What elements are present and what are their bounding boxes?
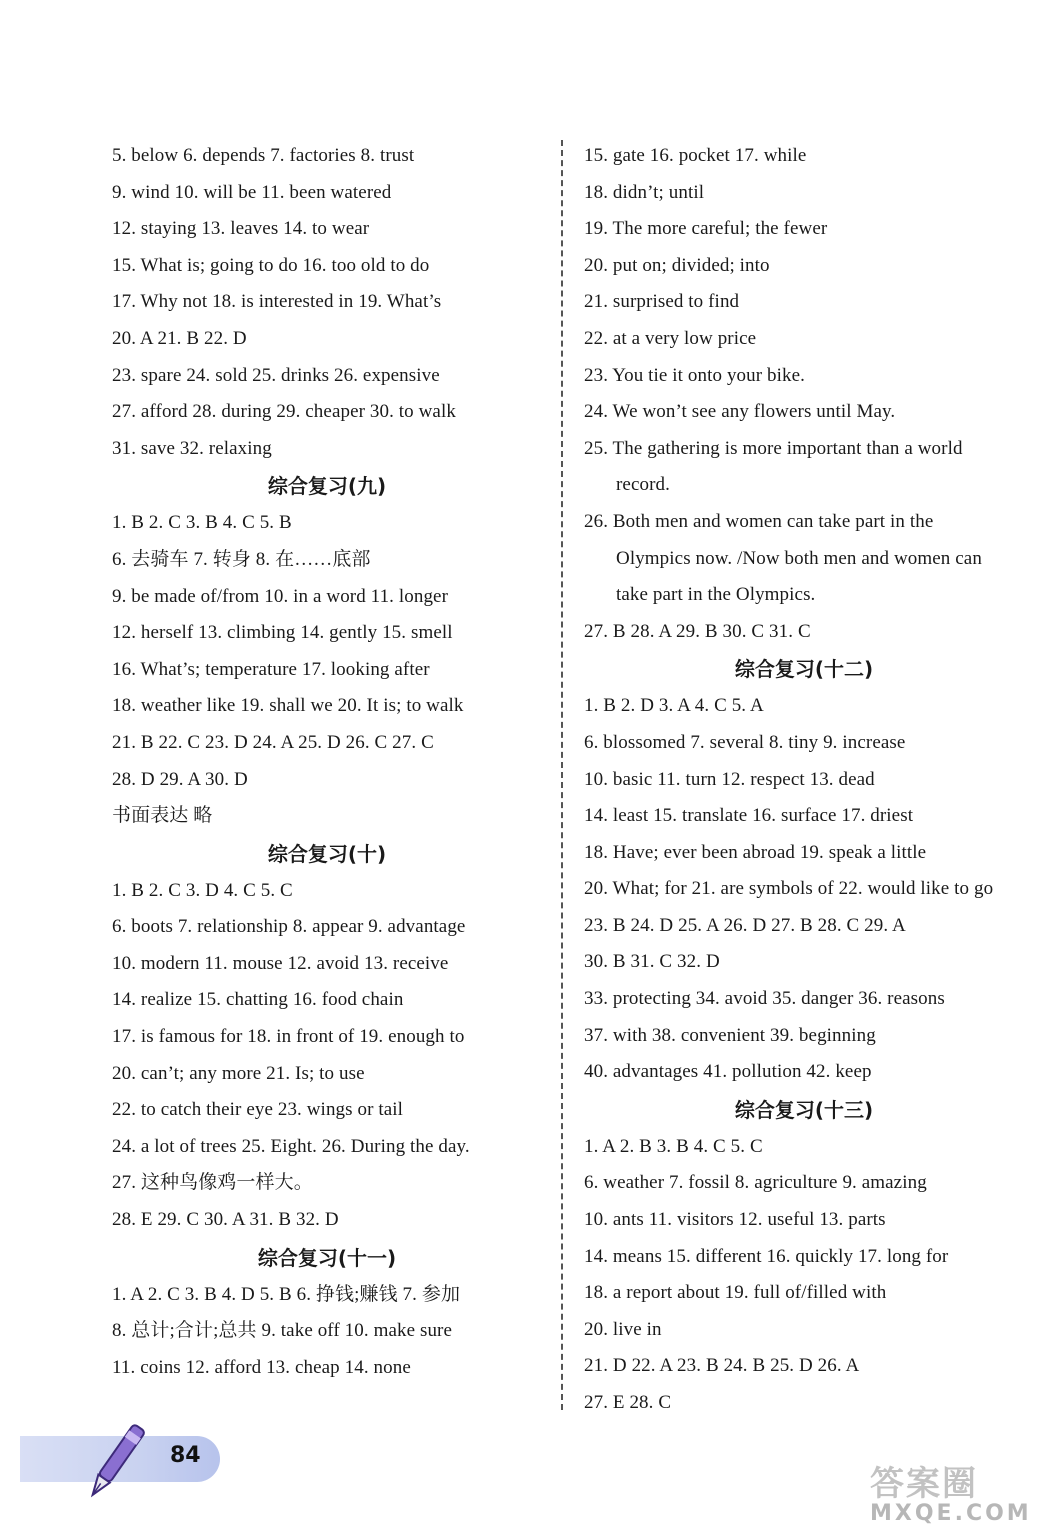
answer-line: 1. B 2. C 3. B 4. C 5. B <box>112 512 292 534</box>
answer-line: 18. a report about 19. full of/filled with <box>584 1282 887 1304</box>
answer-line: 24. We won’t see any flowers until May. <box>584 401 896 423</box>
answer-line: 24. a lot of trees 25. Eight. 26. During the day. <box>112 1135 470 1157</box>
answer-line: 21. B 22. C 23. D 24. A 25. D 26. C 27. C <box>112 731 434 753</box>
answer-line: 6. blossomed 7. several 8. tiny 9. increase <box>584 731 906 753</box>
column-divider <box>561 140 563 1410</box>
answer-line: 27. B 28. A 29. B 30. C 31. C <box>584 620 811 642</box>
answer-line: 15. What is; going to do 16. too old to do <box>112 254 430 276</box>
right-answer-column <box>584 138 1024 1422</box>
page-number: 84 <box>170 1443 201 1468</box>
answer-continuation: take part in the Olympics. <box>616 584 816 606</box>
answer-line: 20. live in <box>584 1318 662 1340</box>
answer-line: 21. D 22. A 23. B 24. B 25. D 26. A <box>584 1355 860 1377</box>
answer-line: 6. weather 7. fossil 8. agriculture 9. amazing <box>584 1172 927 1194</box>
watermark-logo <box>870 1456 1050 1531</box>
answer-line: 20. put on; divided; into <box>584 254 770 276</box>
answer-line: 22. at a very low price <box>584 327 757 349</box>
answer-line: 8. 总计;合计;总共 9. take off 10. make sure <box>112 1320 453 1342</box>
answer-line: 28. D 29. A 30. D <box>112 768 248 790</box>
answer-line: 5. below 6. depends 7. factories 8. trust <box>112 145 415 166</box>
answer-line: 12. herself 13. climbing 14. gently 15. smell <box>112 622 453 644</box>
section-heading: 综合复习(十) <box>267 841 387 866</box>
answer-line: 25. The gathering is more important than a world <box>584 437 963 459</box>
answer-line: 21. surprised to find <box>584 291 740 313</box>
answer-line: 11. coins 12. afford 13. cheap 14. none <box>112 1356 411 1378</box>
answer-line: 18. didn’t; until <box>584 181 705 203</box>
section-heading: 综合复习(十二) <box>734 657 874 682</box>
answer-continuation: Olympics now. /Now both men and women can <box>616 547 982 569</box>
answer-line: 1. A 2. C 3. B 4. D 5. B 6. 挣钱;赚钱 7. 参加 <box>112 1283 461 1305</box>
answer-line: 10. ants 11. visitors 12. useful 13. parts <box>584 1209 886 1231</box>
answer-line: 19. The more careful; the fewer <box>584 218 828 240</box>
answer-line: 27. 这种鸟像鸡一样大。 <box>112 1172 313 1194</box>
answer-line: 14. least 15. translate 16. surface 17. driest <box>584 805 914 827</box>
answer-line: 14. realize 15. chatting 16. food chain <box>112 989 404 1011</box>
answer-line: 17. is famous for 18. in front of 19. enough to <box>112 1026 465 1048</box>
pen-icon <box>80 1418 150 1508</box>
answer-line: 书面表达 略 <box>112 805 213 827</box>
answer-line: 26. Both men and women can take part in the <box>584 510 934 532</box>
answer-line: 1. B 2. D 3. A 4. C 5. A <box>584 695 764 717</box>
answer-line: 1. B 2. C 3. D 4. C 5. C <box>112 879 293 901</box>
answer-line: 17. Why not 18. is interested in 19. What’s <box>112 291 442 313</box>
answer-line: 14. means 15. different 16. quickly 17. long for <box>584 1245 949 1267</box>
answer-line: 18. Have; ever been abroad 19. speak a little <box>584 841 927 863</box>
answer-line: 40. advantages 41. pollution 42. keep <box>584 1061 872 1083</box>
answer-line: 31. save 32. relaxing <box>112 437 272 459</box>
answer-line: 9. be made of/from 10. in a word 11. longer <box>112 585 449 607</box>
answer-line: 23. You tie it onto your bike. <box>584 364 805 386</box>
answer-line: 15. gate 16. pocket 17. while <box>584 145 807 166</box>
watermark-url: MXQE.COM <box>870 1501 1032 1526</box>
answer-line: 12. staying 13. leaves 14. to wear <box>112 218 370 240</box>
answer-line: 20. What; for 21. are symbols of 22. would like to go <box>584 878 994 900</box>
section-heading: 综合复习(九) <box>267 474 387 499</box>
answer-line: 20. can’t; any more 21. Is; to use <box>112 1062 365 1084</box>
answer-line: 27. afford 28. during 29. cheaper 30. to walk <box>112 401 456 423</box>
section-heading: 综合复习(十三) <box>734 1097 874 1122</box>
answer-continuation: record. <box>616 474 670 496</box>
answer-line: 28. E 29. C 30. A 31. B 32. D <box>112 1209 339 1231</box>
answer-line: 6. boots 7. relationship 8. appear 9. advantage <box>112 916 466 938</box>
answer-line: 1. A 2. B 3. B 4. C 5. C <box>584 1135 763 1157</box>
answer-line: 37. with 38. convenient 39. beginning <box>584 1024 876 1046</box>
answer-line: 20. A 21. B 22. D <box>112 327 247 349</box>
answer-line: 22. to catch their eye 23. wings or tail <box>112 1099 404 1121</box>
answer-line: 10. basic 11. turn 12. respect 13. dead <box>584 768 875 790</box>
answer-line: 6. 去骑车 7. 转身 8. 在……底部 <box>112 548 371 570</box>
answer-line: 23. B 24. D 25. A 26. D 27. B 28. C 29. A <box>584 914 906 936</box>
section-heading: 综合复习(十一) <box>257 1245 397 1270</box>
answer-line: 33. protecting 34. avoid 35. danger 36. reasons <box>584 988 945 1010</box>
answer-line: 10. modern 11. mouse 12. avoid 13. receive <box>112 952 449 974</box>
answer-line: 9. wind 10. will be 11. been watered <box>112 181 392 203</box>
answer-line: 30. B 31. C 32. D <box>584 951 720 973</box>
answer-line: 18. weather like 19. shall we 20. It is; to walk <box>112 695 464 717</box>
watermark-title: 答案圈 <box>870 1464 978 1504</box>
answer-line: 27. E 28. C <box>584 1392 672 1413</box>
answer-line: 23. spare 24. sold 25. drinks 26. expensive <box>112 364 440 386</box>
left-answer-column <box>112 138 542 1386</box>
answer-line: 16. What’s; temperature 17. looking after <box>112 658 430 680</box>
